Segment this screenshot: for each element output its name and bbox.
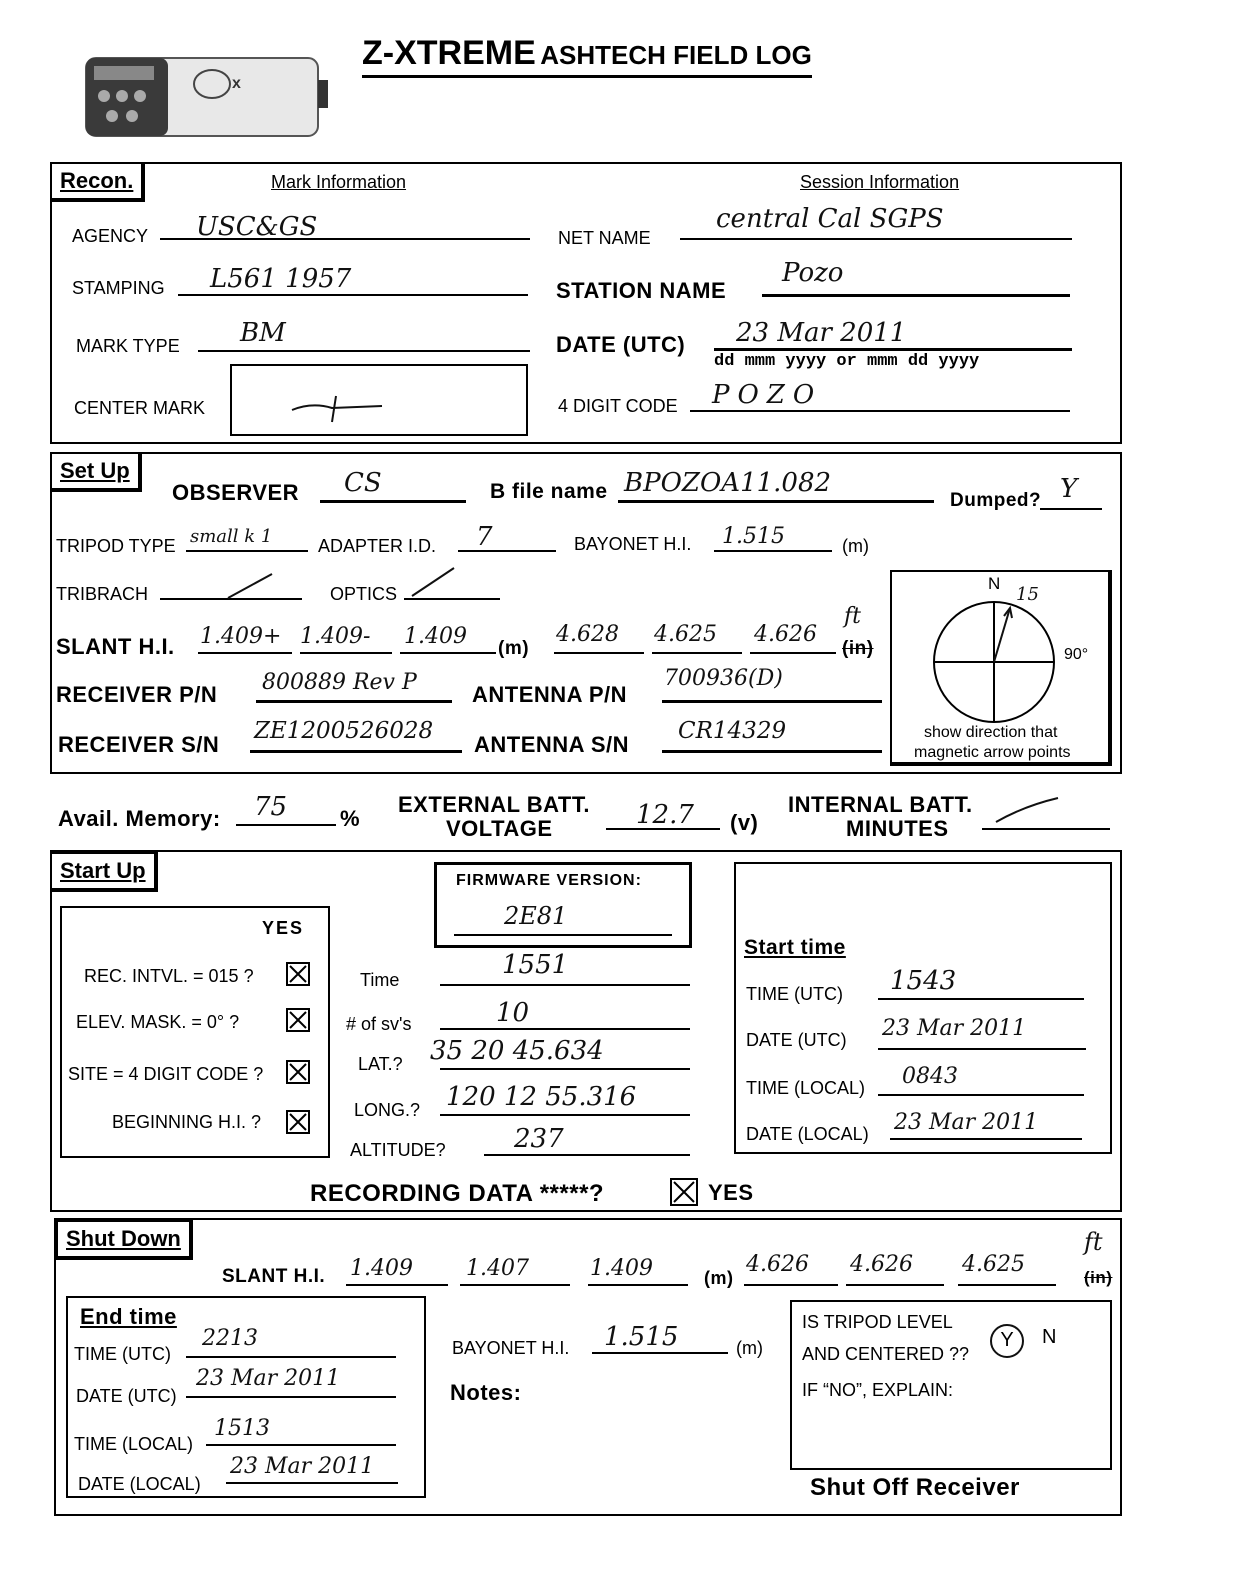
end-time-heading: End time: [80, 1304, 177, 1329]
stamping-label: STAMPING: [72, 278, 165, 298]
mark-info-heading: Mark Information: [271, 172, 407, 192]
sv-count-value: 10: [496, 998, 530, 1028]
shutdown-slant-m2-line: [460, 1284, 570, 1286]
start-time-utc-value: 1543: [890, 966, 957, 996]
date-utc-label: DATE (UTC): [556, 332, 686, 357]
shutdown-slant-ft-note: ft: [1084, 1228, 1103, 1256]
lat-value: 35 20 45.634: [430, 1036, 604, 1066]
mark-type-line: [198, 350, 530, 352]
avail-memory-line: [236, 824, 336, 826]
shutdown-bayonet-value: 1.515: [604, 1322, 679, 1352]
start-date-utc-line: [878, 1048, 1086, 1050]
antenna-sn-label: ANTENNA S/N: [474, 732, 630, 757]
shutdown-slant-m2-value: 1.407: [466, 1256, 529, 1281]
end-time-local-line: [206, 1444, 396, 1446]
start-time-local-value: 0843: [902, 1064, 958, 1089]
shutdown-slant-ft3-line: [958, 1284, 1056, 1286]
adapter-id-line: [458, 550, 556, 552]
date-format-hint: dd mmm yyyy or mmm dd yyyy: [714, 352, 980, 371]
bayonet-hi-unit: (m): [842, 536, 869, 556]
recording-data-check[interactable]: [670, 1178, 698, 1206]
tribrach-label: TRIBRACH: [56, 584, 149, 604]
bfile-line: [618, 500, 934, 503]
antenna-pn-line: [662, 700, 882, 703]
check-beginning-hi-box[interactable]: [286, 1110, 310, 1134]
check-site-code-label: SITE = 4 DIGIT CODE ?: [68, 1064, 264, 1084]
antenna-sn-value: CR14329: [678, 718, 787, 744]
compass-north-label: N: [988, 574, 1001, 593]
compass-box: [890, 570, 1112, 766]
antenna-pn-label: ANTENNA P/N: [472, 682, 628, 707]
end-date-utc-line: [186, 1396, 396, 1398]
start-time-local-label: TIME (LOCAL): [746, 1078, 866, 1098]
bfile-value: BPOZOA11.082: [624, 468, 832, 498]
long-value: 120 12 55.316: [446, 1082, 637, 1112]
center-mark-sketch: [232, 366, 526, 434]
start-date-local-line: [890, 1138, 1082, 1140]
slant-in-unit: (in): [842, 638, 874, 659]
long-line: [440, 1114, 690, 1116]
tripod-type-label: TRIPOD TYPE: [56, 536, 176, 556]
shutdown-slant-m3-line: [588, 1284, 688, 1286]
station-name-line: [762, 294, 1070, 297]
observer-label: OBSERVER: [172, 480, 300, 505]
firmware-label: FIRMWARE VERSION:: [456, 872, 642, 889]
bayonet-hi-value: 1.515: [722, 524, 785, 549]
ext-batt-value: 12.7: [636, 800, 694, 830]
check-beginning-hi-label: BEGINNING H.I. ?: [112, 1112, 262, 1132]
recording-data-yes: YES: [708, 1180, 754, 1205]
tripod-question-1: IS TRIPOD LEVEL: [802, 1312, 953, 1332]
check-elev-mask-label: ELEV. MASK. = 0° ?: [76, 1012, 240, 1032]
receiver-pn-value: 800889 Rev P: [262, 670, 417, 695]
dumped-label: Dumped?: [950, 490, 1042, 511]
session-info-heading: Session Information: [800, 172, 960, 192]
sv-count-line: [440, 1028, 690, 1030]
slant-m-unit: (m): [498, 638, 530, 659]
title-rest: ASHTECH FIELD LOG: [540, 40, 812, 70]
shutdown-tab: Shut Down: [56, 1220, 193, 1260]
dumped-line: [1040, 508, 1102, 510]
int-batt-label-1: INTERNAL BATT.: [788, 792, 973, 817]
shutdown-slant-label: SLANT H.I.: [222, 1266, 326, 1287]
check-rec-intvl-label: REC. INTVL. = 015 ?: [84, 966, 254, 986]
optics-mark: [410, 566, 460, 600]
page-title: [362, 34, 812, 78]
start-time-local-line: [878, 1094, 1084, 1096]
recon-tab: Recon.: [50, 162, 145, 202]
shutdown-slant-m1-line: [346, 1284, 448, 1286]
shutdown-slant-ft2-value: 4.626: [850, 1252, 913, 1277]
firmware-value: 2E81: [504, 902, 568, 930]
date-utc-value: 23 Mar 2011: [736, 318, 907, 348]
start-time-heading: Start time: [744, 936, 846, 959]
tripod-type-value: small k 1: [190, 526, 273, 547]
shutdown-slant-in-unit: (in): [1084, 1268, 1113, 1287]
station-name-label: STATION NAME: [556, 278, 727, 303]
slant-hi-label: SLANT H.I.: [56, 634, 175, 659]
slant-ft3-value: 4.626: [754, 622, 817, 647]
firmware-line: [454, 934, 672, 936]
four-digit-code-label: 4 DIGIT CODE: [558, 396, 678, 416]
stamping-line: [178, 294, 528, 296]
sv-count-label: # of sv's: [346, 1014, 412, 1034]
antenna-pn-value: 700936(D): [664, 666, 783, 691]
end-date-utc-label: DATE (UTC): [76, 1386, 177, 1406]
setup-tab: Set Up: [50, 452, 142, 492]
agency-label: AGENCY: [72, 226, 149, 246]
tripod-explain-label: IF “NO”, EXPLAIN:: [802, 1380, 954, 1400]
net-name-label: NET NAME: [558, 228, 651, 248]
shutdown-slant-m-unit: (m): [704, 1268, 734, 1288]
shutdown-slant-ft1-value: 4.626: [746, 1252, 809, 1277]
four-digit-code-line: [690, 410, 1070, 412]
receiver-sn-line: [250, 750, 462, 753]
slant-m1-line: [198, 652, 292, 654]
startup-time-value: 1551: [502, 950, 569, 980]
end-time-local-value: 1513: [214, 1416, 270, 1441]
end-date-local-line: [226, 1482, 398, 1484]
end-time-local-label: TIME (LOCAL): [74, 1434, 194, 1454]
end-date-utc-value: 23 Mar 2011: [196, 1366, 341, 1391]
adapter-id-value: 7: [476, 522, 493, 552]
start-date-utc-value: 23 Mar 2011: [882, 1016, 1027, 1041]
startup-time-line: [440, 984, 690, 986]
shutdown-slant-m1-value: 1.409: [350, 1256, 413, 1281]
compass-circle: [930, 598, 1060, 728]
receiver-pn-label: RECEIVER P/N: [56, 682, 218, 707]
net-name-line: [680, 238, 1072, 240]
bayonet-hi-line: [714, 550, 832, 552]
end-date-local-label: DATE (LOCAL): [78, 1474, 201, 1494]
start-time-utc-line: [878, 998, 1084, 1000]
end-time-utc-label: TIME (UTC): [74, 1344, 171, 1364]
tripod-question-2: AND CENTERED ??: [802, 1344, 970, 1364]
optics-label: OPTICS: [330, 584, 398, 604]
bayonet-hi-label: BAYONET H.I.: [574, 534, 692, 554]
slant-ft3-line: [750, 652, 836, 654]
shutdown-bayonet-label: BAYONET H.I.: [452, 1338, 570, 1358]
observer-value: CS: [344, 468, 382, 498]
slant-m3-value: 1.409: [404, 624, 467, 649]
slant-ft1-line: [554, 652, 644, 654]
end-time-utc-value: 2213: [202, 1326, 258, 1351]
device-logo: x: [232, 75, 241, 92]
shutdown-slant-m3-value: 1.409: [590, 1256, 653, 1281]
compass-east-label: 90°: [1064, 646, 1089, 663]
mark-type-label: MARK TYPE: [76, 336, 180, 356]
tripod-yes-option[interactable]: [990, 1324, 1024, 1358]
receiver-sn-value: ZE1200526028: [254, 718, 434, 744]
ext-batt-label-1: EXTERNAL BATT.: [398, 792, 590, 817]
shut-off-receiver-label: Shut Off Receiver: [810, 1474, 1020, 1501]
date-utc-line: [714, 348, 1072, 351]
tribrach-mark: [226, 570, 276, 600]
end-date-local-value: 23 Mar 2011: [230, 1454, 375, 1479]
int-batt-label-2: MINUTES: [846, 816, 949, 841]
shutdown-bayonet-line: [592, 1352, 728, 1354]
int-batt-mark: [994, 796, 1064, 826]
int-batt-line: [982, 828, 1110, 830]
check-rec-intvl-box[interactable]: [286, 962, 310, 986]
altitude-label: ALTITUDE?: [350, 1140, 446, 1160]
long-label: LONG.?: [354, 1100, 421, 1120]
start-time-utc-label: TIME (UTC): [746, 984, 843, 1004]
tripod-type-line: [186, 550, 308, 552]
observer-line: [320, 500, 466, 503]
avail-memory-label: Avail. Memory:: [58, 806, 221, 831]
mark-type-value: BM: [240, 318, 286, 348]
slant-ft2-value: 4.625: [654, 622, 717, 647]
compass-caption-2: magnetic arrow points: [914, 744, 1071, 761]
notes-label: Notes:: [450, 1380, 522, 1405]
slant-ft-note: ft: [844, 604, 861, 629]
receiver-sn-label: RECEIVER S/N: [58, 732, 220, 757]
checklist-yes-header: YES: [262, 918, 305, 938]
bfile-label: B file name: [490, 480, 608, 503]
tripod-yes-letter: Y: [1000, 1329, 1014, 1351]
compass-caption-1: show direction that: [924, 724, 1058, 741]
net-name-value: central Cal SGPS: [716, 204, 944, 234]
slant-m1-value: 1.409+: [200, 624, 282, 649]
avail-memory-value: 75: [254, 792, 288, 822]
check-site-code-box[interactable]: [286, 1060, 310, 1084]
start-date-local-label: DATE (LOCAL): [746, 1124, 869, 1144]
ext-batt-label-2: VOLTAGE: [446, 816, 553, 841]
title-main: Z-XTREME: [362, 34, 536, 72]
receiver-pn-line: [256, 700, 452, 703]
adapter-id-label: ADAPTER I.D.: [318, 536, 437, 556]
four-digit-code-value: POZO: [712, 380, 823, 410]
check-elev-mask-box[interactable]: [286, 1008, 310, 1032]
agency-value: USC&GS: [196, 212, 318, 242]
shutdown-slant-ft3-value: 4.625: [962, 1252, 1025, 1277]
start-date-local-value: 23 Mar 2011: [894, 1110, 1039, 1135]
dumped-value: Y: [1060, 474, 1078, 504]
slant-m3-line: [400, 652, 496, 654]
receiver-photo: [82, 44, 330, 146]
slant-ft2-line: [652, 652, 742, 654]
antenna-sn-line: [662, 750, 882, 753]
startup-tab: Start Up: [50, 852, 158, 892]
tripod-no-option[interactable]: N: [1042, 1326, 1057, 1348]
slant-m2-line: [300, 652, 392, 654]
end-time-utc-line: [186, 1356, 396, 1358]
slant-m2-value: 1.409-: [300, 624, 371, 649]
recording-data-label: RECORDING DATA *****?: [310, 1180, 605, 1207]
stamping-value: L561 1957: [210, 264, 352, 294]
center-mark-label: CENTER MARK: [74, 398, 206, 418]
avail-memory-unit: %: [340, 806, 361, 831]
startup-time-label: Time: [360, 970, 400, 990]
shutdown-slant-ft1-line: [744, 1284, 838, 1286]
start-date-utc-label: DATE (UTC): [746, 1030, 847, 1050]
shutdown-bayonet-unit: (m): [736, 1338, 763, 1358]
magnetic-arrow: [994, 608, 1010, 662]
station-name-value: Pozo: [782, 258, 844, 288]
ext-batt-unit: (v): [730, 810, 759, 835]
shutdown-slant-ft2-line: [846, 1284, 944, 1286]
slant-ft1-value: 4.628: [556, 622, 619, 647]
lat-line: [440, 1068, 690, 1070]
center-mark-box: [230, 364, 528, 436]
compass-reading: 15: [1016, 584, 1039, 605]
lat-label: LAT.?: [358, 1054, 403, 1074]
altitude-line: [484, 1154, 690, 1156]
altitude-value: 237: [514, 1124, 564, 1154]
